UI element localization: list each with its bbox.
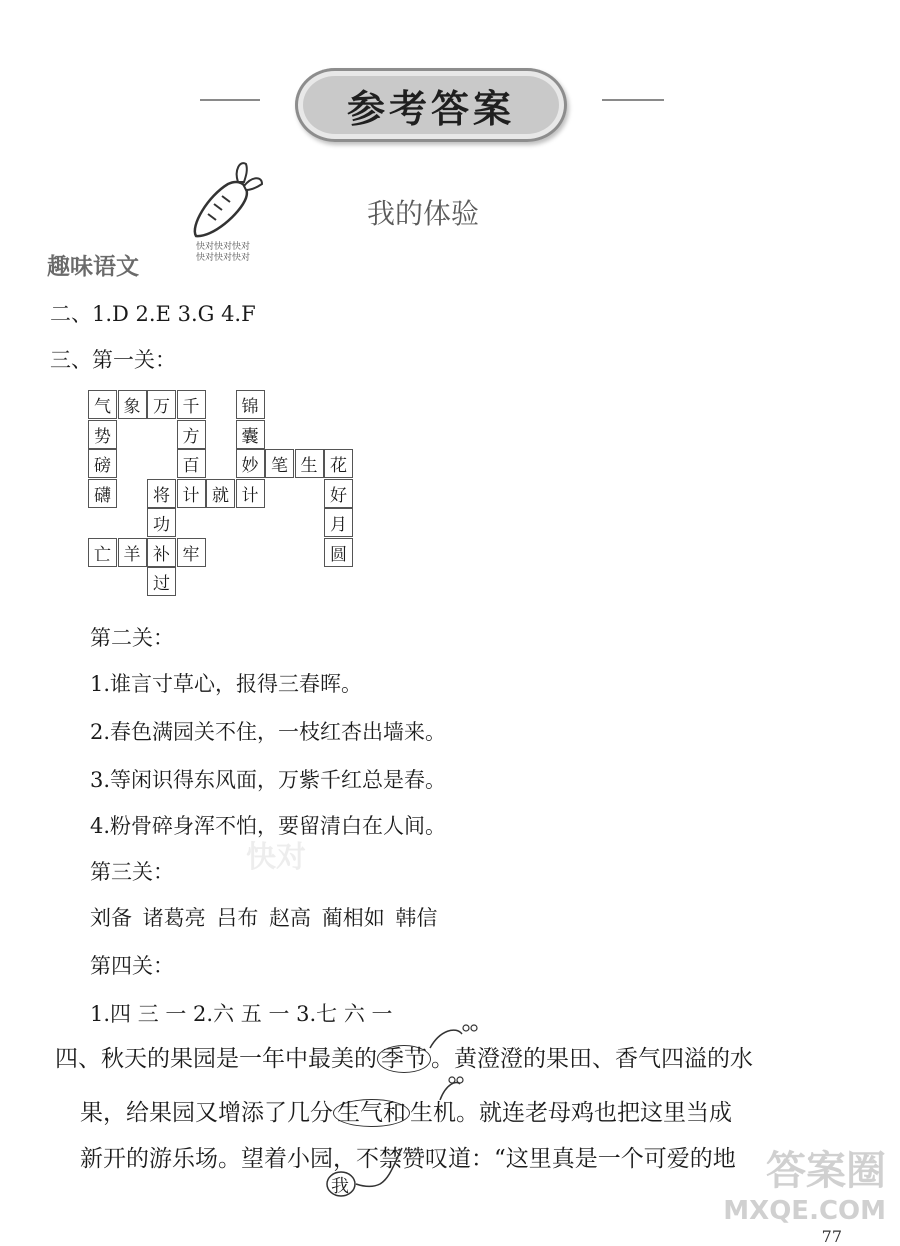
crossword-cell: 百 xyxy=(177,449,206,478)
inserted-word: 我 xyxy=(331,1176,349,1197)
level-3-answers: 刘备 诸葛亮 吕布 赵高 蔺相如 韩信 xyxy=(90,906,438,930)
level-2-line: 1.谁言寸草心，报得三春晖。 xyxy=(90,672,363,696)
level-2-line: 2.春色满园关不住，一枝红杏出墙来。 xyxy=(90,720,447,744)
level-3-label: 第三关： xyxy=(90,860,174,884)
sub-heading: 趣味语文 xyxy=(47,254,139,280)
crossword-cell: 月 xyxy=(324,508,353,537)
crossword-cell: 就 xyxy=(206,479,235,508)
level-4-answers: 1.四 三 一 2.六 五 一 3.七 六 一 xyxy=(90,1002,393,1026)
crossword-cell: 象 xyxy=(118,390,147,419)
crossword-cell: 方 xyxy=(177,420,206,449)
circled-word: 生气和 xyxy=(333,1099,410,1127)
crossword-cell: 势 xyxy=(88,420,117,449)
crossword-cell: 礴 xyxy=(88,479,117,508)
crossword-cell: 笔 xyxy=(265,449,294,478)
level-2-label: 第二关： xyxy=(90,626,174,650)
corner-watermark xyxy=(723,1139,886,1226)
level-2-line: 4.粉骨碎身浑不怕，要留清白在人间。 xyxy=(90,814,447,838)
level-2-line: 3.等闲识得东风面，万紫千红总是春。 xyxy=(90,768,447,792)
crossword-cell: 亡 xyxy=(88,538,117,567)
level-4-label: 第四关： xyxy=(90,954,174,978)
watermark: 快对 xyxy=(246,840,306,875)
small-note-line: 快对快对快对 xyxy=(196,242,251,252)
crossword-cell: 计 xyxy=(236,479,265,508)
crossword-cell: 生 xyxy=(295,449,324,478)
crossword-cell: 牢 xyxy=(177,538,206,567)
crossword-cell: 羊 xyxy=(118,538,147,567)
crossword-cell: 功 xyxy=(147,508,176,537)
text-span: 生机。就连老母鸡也把这里当成 xyxy=(410,1100,732,1126)
crossword-cell: 过 xyxy=(147,567,176,596)
crossword-cell: 好 xyxy=(324,479,353,508)
small-note-line: 快对快对快对 xyxy=(196,253,251,263)
text-span: 。黄澄澄的果田、香气四溢的水 xyxy=(431,1046,753,1072)
crossword-cell: 千 xyxy=(177,390,206,419)
question-2: 二、1.D 2.E 3.G 4.F xyxy=(50,302,256,326)
corner-watermark-text: MXQE.COM xyxy=(723,1196,886,1226)
crossword-cell: 气 xyxy=(88,390,117,419)
crossword-cell: 囊 xyxy=(236,420,265,449)
crossword-cell: 磅 xyxy=(88,449,117,478)
crossword-cell: 圆 xyxy=(324,538,353,567)
circled-word: 季节 xyxy=(377,1045,431,1073)
section-title: 我的体验 xyxy=(367,197,480,230)
crossword-cell: 妙 xyxy=(236,449,265,478)
text-span: 果，给果园又增添了几分 xyxy=(80,1100,333,1126)
crossword-cell: 补 xyxy=(147,538,176,567)
crossword-cell: 将 xyxy=(147,479,176,508)
corner-watermark-text: 答案圈 xyxy=(766,1148,886,1194)
crossword-cell: 万 xyxy=(147,390,176,419)
crossword-cell: 计 xyxy=(177,479,206,508)
crossword-cell: 锦 xyxy=(236,390,265,419)
crossword-cell: 花 xyxy=(324,449,353,478)
question-4-line-3: 新开的游乐场。望着小园，不禁赞叹道：“这里真是一个可爱的地 xyxy=(80,1146,736,1172)
text-span: 四、秋天的果园是一年中最美的 xyxy=(55,1046,377,1072)
page-number: 77 xyxy=(821,1227,842,1246)
question-3-label: 三、第一关： xyxy=(50,348,176,372)
page-title: 参考答案 xyxy=(295,68,567,142)
